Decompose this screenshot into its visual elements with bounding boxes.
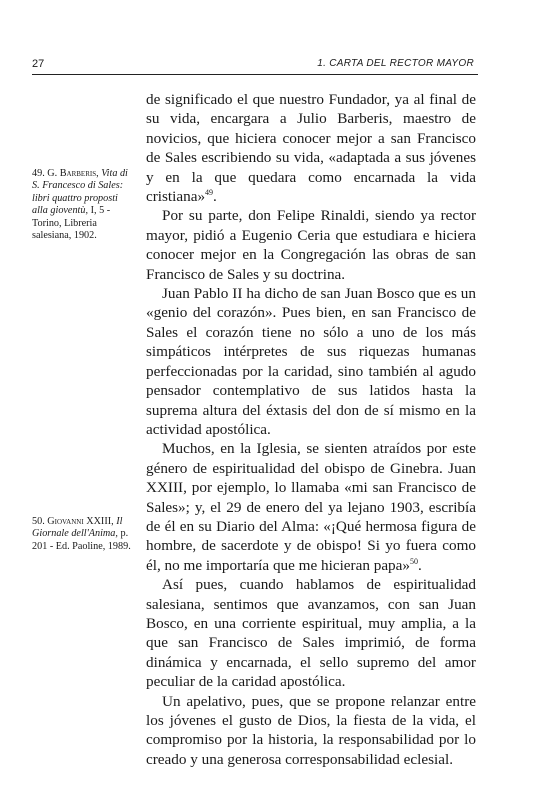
- running-head: 1. CARTA DEL RECTOR MAYOR: [317, 58, 474, 69]
- page-number: 27: [32, 58, 45, 70]
- footnote-details: p. 201 - Ed. Paoline, 1989.: [32, 528, 131, 552]
- footnote-49: [32, 168, 136, 242]
- paragraph-6: Un apelativo, pues, que se propone relanzar entre los jóvenes el gusto de Dios, la fiesta de la vida, el compromiso por la historia, la responsabilidad por lo creado y una generosa corresponsabilidad eclesial.: [146, 692, 476, 768]
- footnote-author: G. Barberis,: [47, 168, 99, 179]
- footnote-number: 50.: [32, 516, 45, 527]
- footnote-title: Il Giornale dell'Anima,: [32, 516, 123, 540]
- paragraph-end: .: [418, 556, 422, 574]
- footnote-author: Giovanni XXIII,: [47, 516, 114, 527]
- footnote-50: [32, 516, 136, 553]
- footnote-title: Vita di S. Francesco di Sales: libri quattro proposti alla gioventù,: [32, 168, 128, 217]
- page-header: [32, 58, 478, 75]
- paragraph-3: Juan Pablo II ha dicho de san Juan Bosco que es un «genio del corazón». Pues bien, en san Francisco de Sales el corazón tiene no sólo a uno de los más simpáticos intérpretes de sus riquezas humanas perfeccionadas por la caridad, sino también al agudo pensador contemplativo de sus latidos hasta la suprema altura del éxtasis del don de sí mismo en la actividad apostólica.: [146, 285, 476, 438]
- footnote-ref-49: 49: [205, 187, 214, 197]
- paragraph-1: [146, 90, 476, 206]
- paragraph-text: de significado el que nuestro Fundador, ya al final de su vida, encargara a Julio Barberis, maestro de novicios, que hiciera conocer mejor a san Francisco de Sales escribiendo su vida, «adaptada a sus jóvenes y en la que quedara como encarnada la vida cristiana»: [146, 91, 476, 206]
- footnote-number: 49.: [32, 168, 45, 179]
- footnote-ref-50: 50: [410, 556, 418, 566]
- paragraph-text: Muchos, en la Iglesia, se sienten atraídos por este género de espiritualidad del obispo de Ginebra. Juan XXIII, por ejemplo, lo llamaba «mi san Francisco de Sales»; y, el 29 de enero del ya lejano 1903, escribía de él en su Diario del Alma: «¡Qué hermosa figura de hombre, de sacerdote y de obispo! Si yo fuera como él, no me importaría que me hicieran papa»: [146, 440, 476, 574]
- main-text: [146, 90, 476, 769]
- footnote-details: I, 5 - Torino, Libreria salesiana, 1902.: [32, 205, 111, 242]
- paragraph-4: [146, 439, 476, 575]
- paragraph-end: .: [213, 188, 217, 206]
- paragraph-5: Así pues, cuando hablamos de espiritualidad salesiana, sentimos que avanzamos, con san Juan Bosco, en una corriente espiritual, muy amplia, a la que san Francisco de Sales imprimió, de forma dinámica y encarnada, el sello supremo del amor peculiar de la caridad apostólica.: [146, 576, 476, 691]
- paragraph-2: Por su parte, don Felipe Rinaldi, siendo ya rector mayor, pidió a Eugenio Ceria que estudiara e hiciera conocer mejor en la Congregación las obras de san Francisco de Sales y su doctrina.: [146, 207, 476, 283]
